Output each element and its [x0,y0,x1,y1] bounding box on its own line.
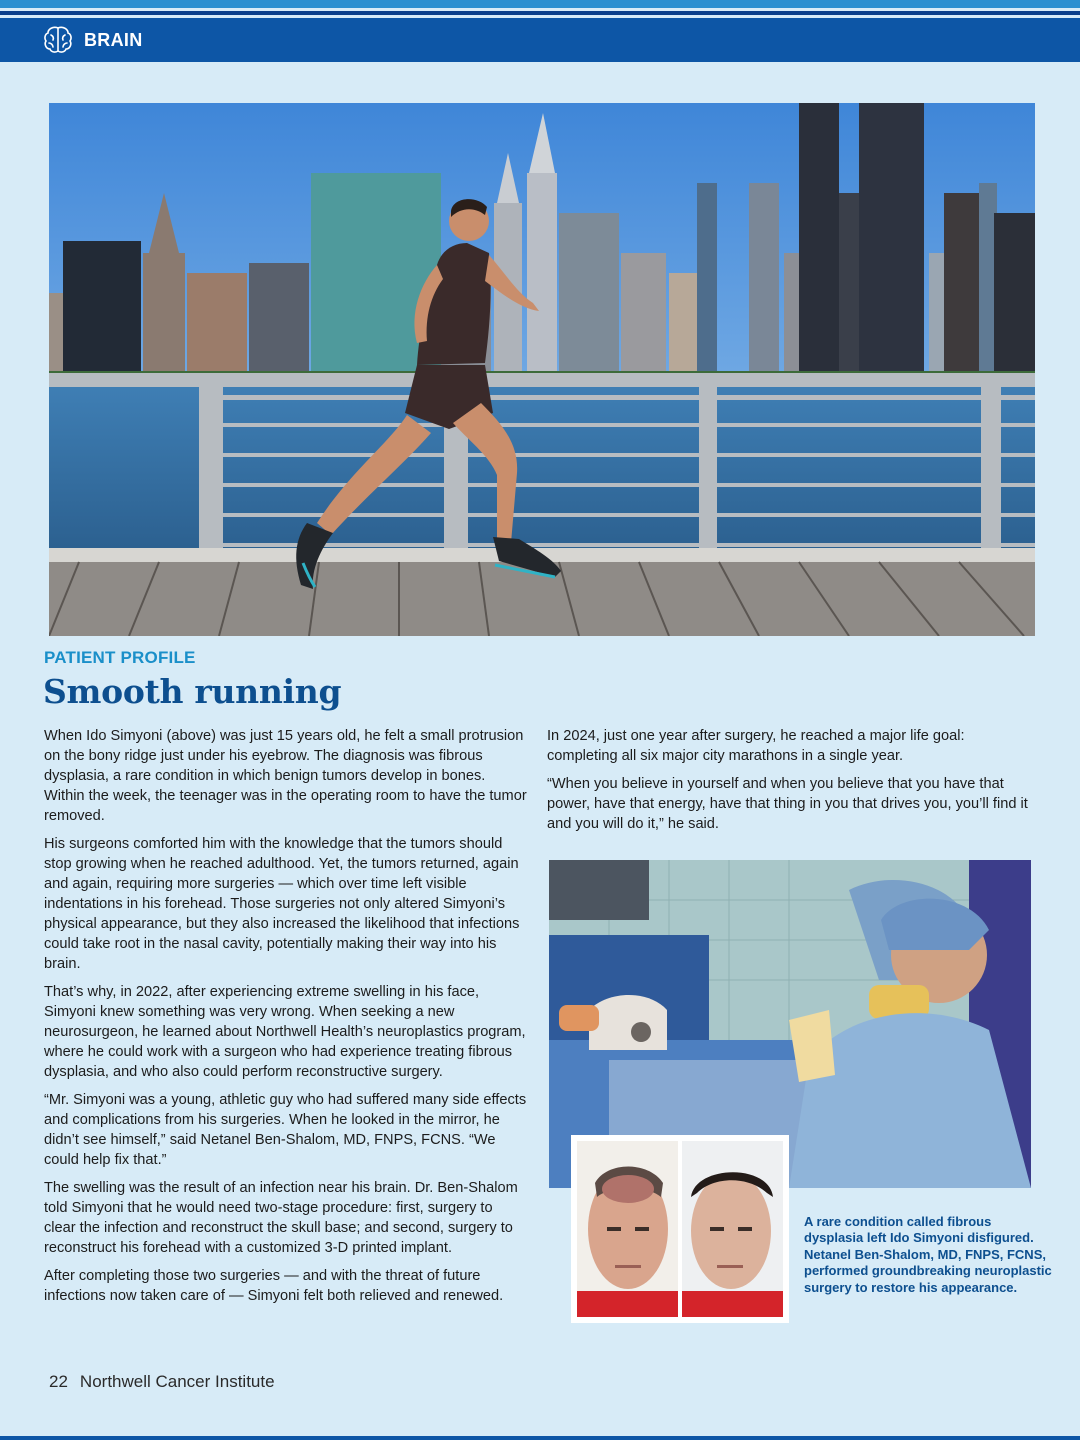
publication-name: Northwell Cancer Institute [79,1372,275,1391]
photo-caption: A rare condition called fibrous dysplasia left Ido Simyoni disfigured. Netanel Ben-Shalom, MD, FNPS, FCNS, performed groundbreaking neuroplastic surgery to restore his appearance. [804,1214,1052,1295]
paragraph: “Mr. Simyoni was a young, athletic guy who had suffered many side effects and complications from his surgeries. When he looked in the mirror, he didn’t see himself,” said Netanel Ben-Shalom, MD, FNPS, FCNS. “We could help fix that.” [44,1092,527,1168]
page-number: 22 [49,1372,68,1391]
before-after-photo [571,1135,789,1323]
top-stripe-dark [0,11,1080,15]
section-label: BRAIN [84,29,143,50]
paragraph: His surgeons comforted him with the knowledge that the tumors should stop growing when he reached adulthood. Yet, the tumors returned, again and again, requiring more surgeries — which over time left visible indentations in his forehead. Those surgeries not only altered Simyoni’s physical appearance, but they also increased the likelihood that infections could take root in the nasal cavity, potentially making their way into his brain. [44,836,520,972]
article-column-left [44,726,528,1314]
paragraph: When Ido Simyoni (above) was just 15 years old, he felt a small protrusion on the bony ridge just under his eyebrow. The diagnosis was fibrous dysplasia, a rare condition in which benign tumors develop in bones. Within the week, the teenager was in the operating room to have the tumor removed. [44,728,527,824]
kicker-patient-profile: PATIENT PROFILE [44,648,196,667]
page-title: Smooth running [43,672,342,711]
paragraph: After completing those two surgeries — and with the threat of future infections now taken care of — Simyoni felt both relieved and renewed. [44,1268,504,1304]
bottom-rule [0,1436,1080,1440]
article-column-right [547,726,1035,842]
paragraph: In 2024, just one year after surgery, he reached a major life goal: completing all six major city marathons in a single year. [547,728,965,764]
paragraph: That’s why, in 2022, after experiencing extreme swelling in his face, Simyoni knew something was very wrong. When seeking a new neurosurgeon, he learned about Northwell Health’s neuroplastics program, where he could work with a surgeon who had experience treating fibrous dysplasia, and who also could perform reconstructive surgery. [44,984,526,1080]
paragraph: “When you believe in yourself and when you believe that you have that power, have that energy, have that thing in you that drives you, you’ll find it and you will do it,” he said. [547,776,1028,832]
brain-icon [42,24,74,56]
section-header-bar [0,18,1080,62]
top-stripe [0,0,1080,8]
paragraph: The swelling was the result of an infection near his brain. Dr. Ben-Shalom told Simyoni that he would need two-stage procedure: first, surgery to clear the infection and reconstruct the skull base; and second, surgery to reconstruct his forehead with a customized 3-D printed implant. [44,1180,518,1256]
page-footer [49,1372,275,1392]
hero-photo-runner [49,103,1035,636]
